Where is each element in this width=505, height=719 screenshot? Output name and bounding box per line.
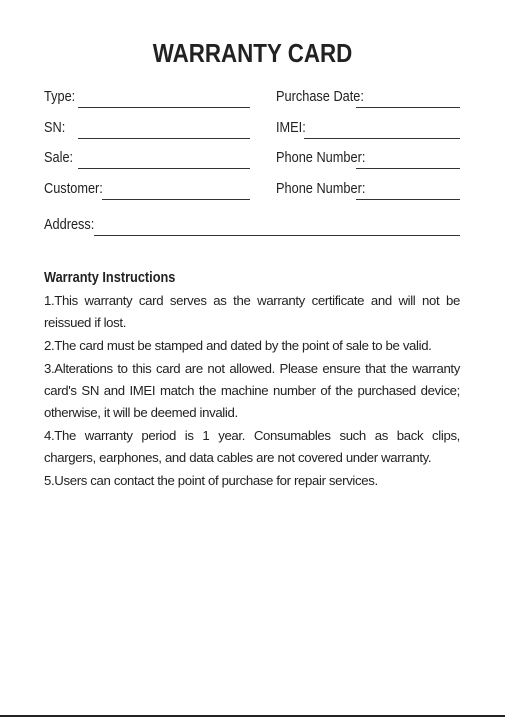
sn-field [44,119,250,139]
type-input-line[interactable] [78,107,250,108]
address-label: Address: [44,217,95,233]
sn-input-line[interactable] [78,138,250,139]
type-label: Type: [44,89,76,105]
customer-label: Customer: [44,181,103,197]
address-field [44,216,460,236]
phone-number-input-line-1[interactable] [356,168,460,169]
address-input-line[interactable] [94,235,460,236]
instruction-item: 5.Users can contact the point of purchase for repair services. [44,473,378,488]
instruction-item: 3.Alterations to this card are not allowed. Please ensure that the warranty card's SN and IMEI match the machine number of the purchased device; otherwise, it will be deemed invalid. [44,361,460,420]
type-field [44,88,250,108]
bottom-divider [0,715,505,717]
instruction-item: 1.This warranty card serves as the warranty certificate and will not be reissued if lost. [44,293,460,330]
sale-field [44,149,250,169]
customer-field [44,180,250,200]
phone-number-input-line-2[interactable] [356,199,460,200]
sn-label: SN: [44,120,66,136]
sale-label: Sale: [44,150,74,166]
purchase-date-field [276,88,460,108]
instructions-heading: Warranty Instructions [44,270,176,286]
instruction-item: 4.The warranty period is 1 year. Consumables such as back clips, chargers, earphones, and data cables are not covered under warranty. [44,428,460,465]
phone-number-label-1: Phone Number: [276,150,366,166]
instruction-item: 2.The card must be stamped and dated by the point of sale to be valid. [44,338,432,353]
phone-number-field-1 [276,149,460,169]
imei-input-line[interactable] [304,138,460,139]
imei-field [276,119,460,139]
page-title: WARRANTY CARD [152,38,353,68]
phone-number-label-2: Phone Number: [276,181,366,197]
sale-input-line[interactable] [78,168,250,169]
customer-input-line[interactable] [102,199,250,200]
phone-number-field-2 [276,180,460,200]
purchase-date-input-line[interactable] [356,107,460,108]
purchase-date-label: Purchase Date: [276,89,364,105]
warranty-instructions [44,268,460,493]
imei-label: IMEI: [276,120,306,136]
